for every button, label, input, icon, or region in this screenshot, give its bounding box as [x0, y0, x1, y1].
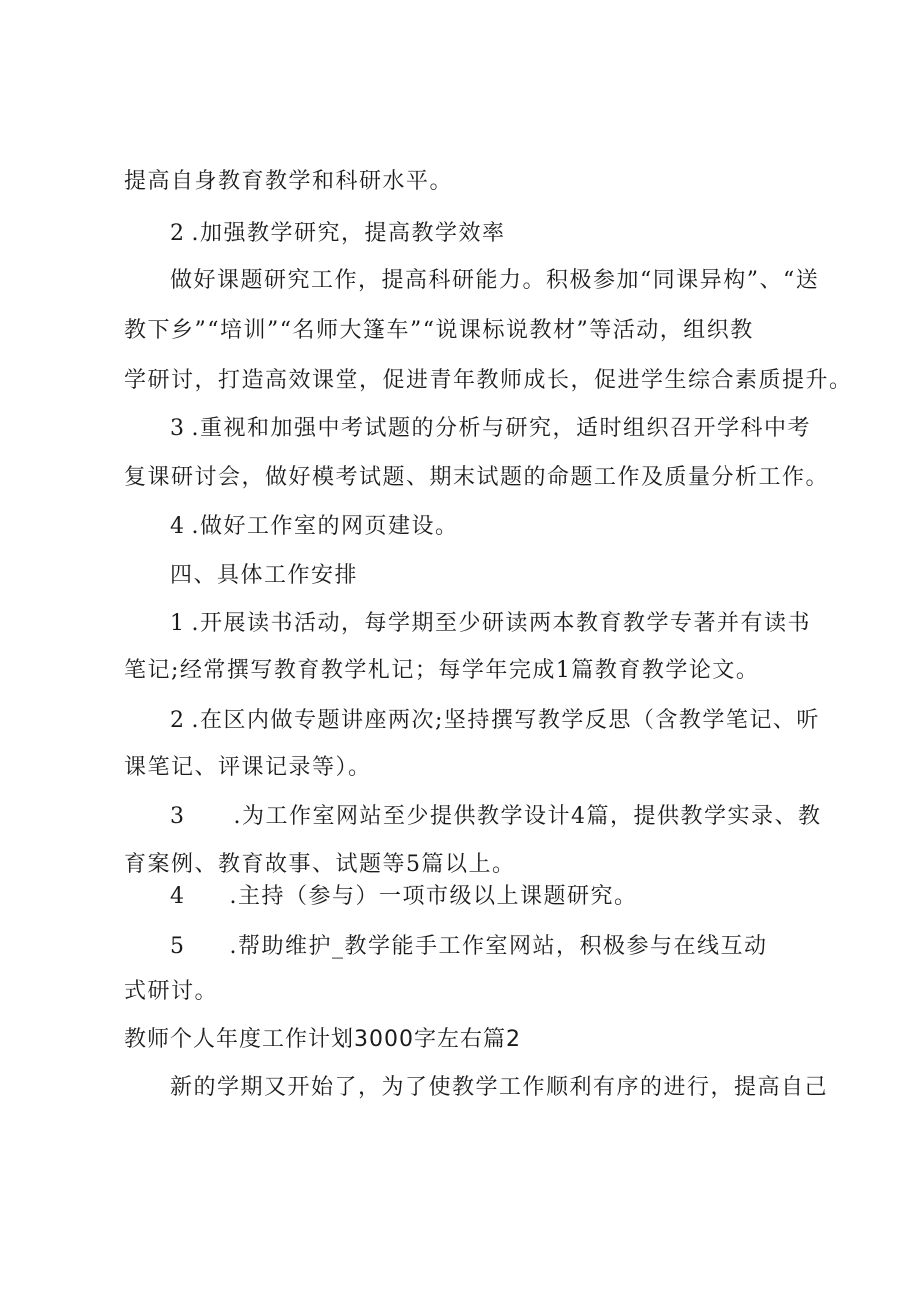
section-item: [170, 512, 459, 542]
item-number: 1: [170, 611, 186, 636]
line-text: 新的学期又开始了，为了使教学工作顺利有序的进行，提高自己: [170, 1075, 829, 1100]
text-line: [170, 1073, 828, 1103]
item-text: .为工作室网站至少提供教学设计4篇，提供教学实录、教: [233, 804, 822, 829]
text-line: [124, 316, 754, 346]
title-text: 教师个人年度工作计划3000字左右篇2: [124, 1027, 521, 1052]
text-line: [124, 366, 853, 396]
line-text: 课笔记、评课记录等）。: [124, 755, 372, 780]
heading-text: 四、具体工作安排: [170, 563, 359, 588]
line-text: 学研讨，打造高效课堂，促进青年教师成长，促进学生综合素质提升。: [124, 368, 853, 393]
item-text: .重视和加强中考试题的分析与研究，适时组织召开学科中考: [191, 416, 811, 441]
line-text: 笔记;经常撰写教育教学札记；每学年完成1篇教育教学论文。: [124, 658, 760, 683]
item-number: 3: [170, 804, 186, 829]
section-item: [170, 932, 768, 962]
item-text: .开展读书活动，每学期至少研读两本教育教学专著并有读书: [191, 611, 811, 636]
section-item: [170, 706, 820, 736]
text-line: [124, 753, 372, 783]
text-line: [124, 656, 759, 686]
line-text: 育案例、教育故事、试题等5篇以上。: [124, 852, 516, 877]
item-text: .主持（参与）一项市级以上课题研究。: [229, 884, 638, 909]
item-number: 5: [170, 934, 186, 959]
item-text: .在区内做专题讲座两次;坚持撰写教学反思（含教学笔记、听: [191, 708, 820, 733]
line-text: 做好课题研究工作，提高科研能力。积极参加“同课异构”、“送: [170, 268, 820, 293]
line-text: 教下乡”“培训”“名师大篷车”“说课标说教材”等活动，组织教: [124, 318, 754, 343]
article-title: [124, 1025, 521, 1055]
section-heading: [170, 561, 358, 591]
section-item: [170, 219, 506, 249]
item-text: .做好工作室的网页建设。: [191, 514, 459, 539]
section-item: [170, 414, 811, 444]
item-number: 2: [170, 708, 186, 733]
line-text: 式研讨。: [124, 979, 219, 1004]
section-item: [170, 609, 811, 639]
section-item: [170, 802, 822, 832]
item-number: 2: [170, 221, 186, 246]
text-line: [124, 850, 516, 880]
text-line: [124, 977, 218, 1007]
item-text: .帮助维护_教学能手工作室网站，积极参与在线互动: [229, 934, 768, 959]
text-line: [124, 167, 453, 197]
item-number: 4: [170, 884, 186, 909]
item-number: 3: [170, 416, 186, 441]
section-item: [170, 882, 638, 912]
item-number: 4: [170, 514, 186, 539]
text-line: [170, 266, 819, 296]
line-text: 提高自身教育教学和科研水平。: [124, 169, 454, 194]
item-text: .加强教学研究，提高教学效率: [191, 221, 506, 246]
line-text: 复课研讨会，做好模考试题、期末试题的命题工作及质量分析工作。: [124, 465, 830, 490]
text-line: [124, 463, 829, 493]
